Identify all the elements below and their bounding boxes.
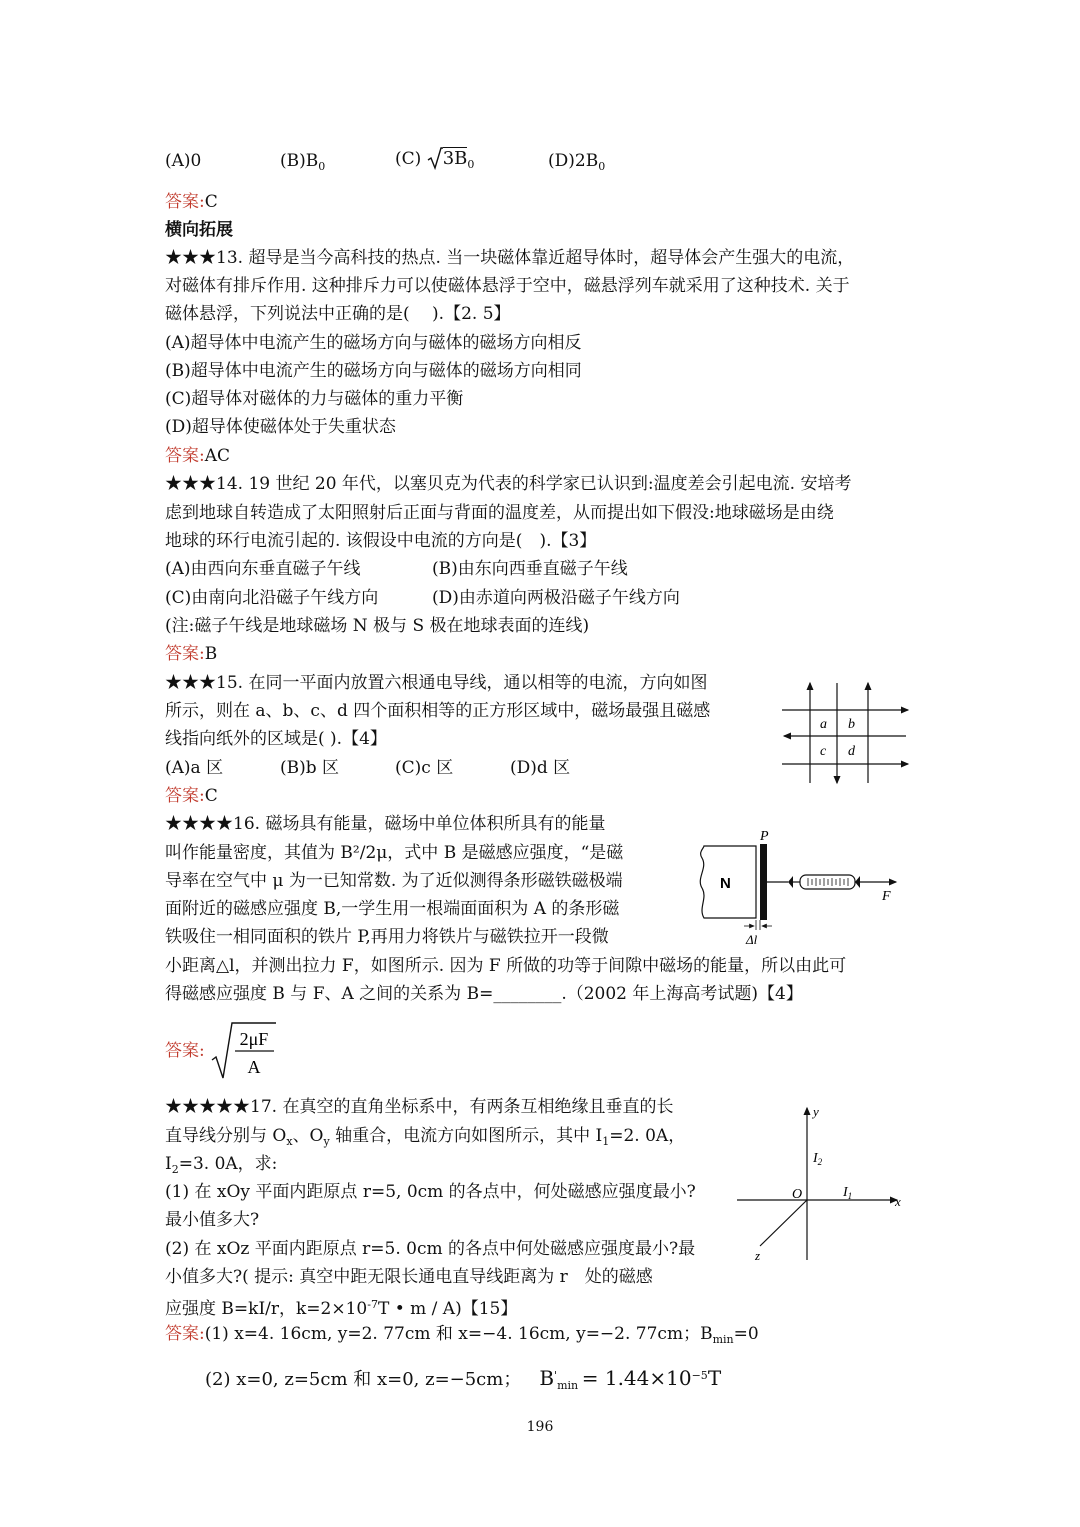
q17-hint: 应强度 B=kI/r，$k=2\times 10^{-7}T$ • m / A)【15】 — [165, 1298, 518, 1319]
q13-option-d: (D)超导体使磁体处于失重状态 — [165, 417, 396, 437]
q17-answer-2: (2) x=0, z=5cm 和 x=0, z=−5cm； $B'_{min} = 1.44\times 10^{-5}T$ — [205, 1366, 722, 1392]
q15-line-1: ★★★15. 在同一平面内放置六根通电导线，通以相等的电流，方向如图 — [165, 673, 708, 693]
q16-line-1: ★★★★16. 磁场具有能量，磁场中单位体积所具有的能量 — [165, 814, 606, 834]
q14-note: (注:磁子午线是地球磁场 N 极与 S 极在地球表面的连线) — [165, 616, 590, 636]
q16-magnet-figure — [690, 828, 910, 948]
q12-option-d: $(D)2B_0$ — [548, 151, 606, 173]
q13-answer: 答案:AC — [165, 446, 231, 466]
q17-part-2-cont: 小值多大?( 提示: 真空中距无限长通电直导线距离为 r 处的磁感 — [165, 1267, 653, 1287]
q17-part-1: (1) 在 xOy 平面内距原点 r=5, 0cm 的各点中，何处磁感应强度最小? — [165, 1182, 696, 1202]
q17-axes-figure — [735, 1100, 910, 1265]
q17-line-2: 直导线分别与 $O_x$、$O_y$ 轴重合，电流方向如图所示，其中 $I_1=2$. 0A， — [165, 1126, 686, 1148]
q17-line-3: $I_2=3$. 0A，求: — [165, 1154, 278, 1176]
page-number: 196 — [526, 1419, 554, 1435]
q12-answer: 答案:C — [165, 192, 218, 212]
q16-line-4: 面附近的磁感应强度 B,一学生用一根端面面积为 A 的条形磁 — [165, 899, 620, 919]
iron-plate — [760, 844, 767, 920]
origin-label: O — [792, 1187, 803, 1202]
region-c-label: c — [820, 744, 827, 759]
q15-wire-grid-figure — [780, 680, 910, 785]
q16-line-5: 铁吸住一相同面积的铁片 P,再用力将铁片与磁铁拉开一段微 — [165, 927, 609, 947]
q13-line-1: ★★★13. 超导是当今高科技的热点. 当一块磁体靠近超导体时，超导体会产生强大的电流， — [165, 248, 855, 268]
q13-option-a: (A)超导体中电流产生的磁场方向与磁体的磁场方向相反 — [165, 333, 582, 353]
gap-label: Δl — [746, 932, 758, 947]
q13-option-c: (C)超导体对磁体的力与磁体的重力平衡 — [165, 389, 464, 409]
q15-option-c: (C)c 区 — [395, 758, 454, 778]
q17-line-1: ★★★★★17. 在真空的直角坐标系中，有两条互相绝缘且垂直的长 — [165, 1097, 674, 1117]
section-title: 横向拓展 — [165, 220, 233, 240]
q14-line-1: ★★★14. 19 世纪 20 年代，以塞贝克为代表的科学家已认识到:温度差会引起电流. 安培考 — [165, 474, 852, 494]
magnet-pole-label: N — [720, 875, 731, 892]
z-axis — [760, 1200, 807, 1246]
current-i2-label: $I_2$ — [813, 1151, 823, 1167]
q14-option-d: (D)由赤道向两极沿磁子午线方向 — [432, 588, 680, 608]
q14-line-2: 虑到地球自转造成了太阳照射后正面与背面的温度差，从而提出如下假没:地球磁场是由绕 — [165, 503, 834, 523]
current-i1-label: $I_1$ — [843, 1185, 853, 1201]
answer-numerator: 2μF — [239, 1029, 269, 1049]
q12-option-b: $(B)B_0$ — [280, 151, 326, 173]
q13-option-b: (B)超导体中电流产生的磁场方向与磁体的磁场方向相同 — [165, 361, 582, 381]
q15-option-a: (A)a 区 — [165, 758, 224, 778]
q12-option-a: (A)0 — [165, 151, 202, 171]
q16-line-7: 得磁感应强度 B 与 F、A 之间的关系为 B=________.（2002 年上海高考试题)【4】 — [165, 984, 803, 1004]
region-a-label: a — [820, 717, 827, 732]
q14-option-a: (A)由西向东垂直磁子午线 — [165, 559, 361, 579]
q16-answer-label: 答案: — [165, 1041, 205, 1061]
q15-line-2: 所示，则在 a、b、c、d 四个面积相等的正方形区域中，磁场最强且磁感 — [165, 701, 711, 721]
q14-line-3: 地球的环行电流引起的. 该假设中电流的方向是( ).【3】 — [165, 531, 597, 551]
q16-answer-formula — [210, 1020, 280, 1082]
q14-option-b: (B)由东向西垂直磁子午线 — [432, 559, 628, 579]
q15-answer: 答案:C — [165, 786, 218, 806]
q15-line-3: 线指向纸外的区域是( ).【4】 — [165, 729, 387, 749]
region-b-label: b — [848, 717, 855, 732]
q16-line-6: 小距离△l，并测出拉力 F，如图所示. 因为 F 所做的功等于间隙中磁场的能量，所以由此可 — [165, 956, 847, 976]
sqrt-sign-icon — [427, 146, 443, 170]
region-d-label: d — [848, 744, 855, 759]
q15-option-b: (B)b 区 — [280, 758, 340, 778]
z-axis-label: z — [755, 1248, 761, 1263]
q17-part-2: (2) 在 xOz 平面内距原点 r=5. 0cm 的各点中何处磁感应强度最小?最 — [165, 1239, 696, 1259]
q13-line-2: 对磁体有排斥作用. 这种排斥力可以使磁体悬浮于空中，磁悬浮列车就采用了这种技术. 关于 — [165, 276, 850, 296]
q15-option-d: (D)d 区 — [510, 758, 571, 778]
answer-denominator: A — [247, 1057, 261, 1077]
q17-answer-1: 答案:(1) x=4. 16cm, y=2. 77cm 和 x=−4. 16cm, y=−2. 77cm；$B_{min}=0$ — [165, 1324, 759, 1346]
plate-label: P — [760, 829, 769, 844]
x-axis-label: x — [895, 1194, 901, 1209]
q17-part-1-cont: 最小值多大? — [165, 1210, 260, 1230]
q14-answer: 答案:B — [165, 644, 218, 664]
q13-line-3: 磁体悬浮，下列说法中正确的是( ).【2. 5】 — [165, 304, 511, 324]
q14-option-c: (C)由南向北沿磁子午线方向 — [165, 588, 379, 608]
q12-option-c: (C) $3B_0$ — [395, 148, 475, 171]
force-label: F — [882, 889, 891, 904]
q16-line-2: 叫作能量密度，其值为 B²/2μ，式中 B 是磁感应强度，“是磁 — [165, 843, 624, 863]
q16-line-3: 导率在空气中 μ 为一已知常数. 为了近似测得条形磁铁磁极端 — [165, 871, 623, 891]
y-axis-label: y — [813, 1104, 819, 1119]
